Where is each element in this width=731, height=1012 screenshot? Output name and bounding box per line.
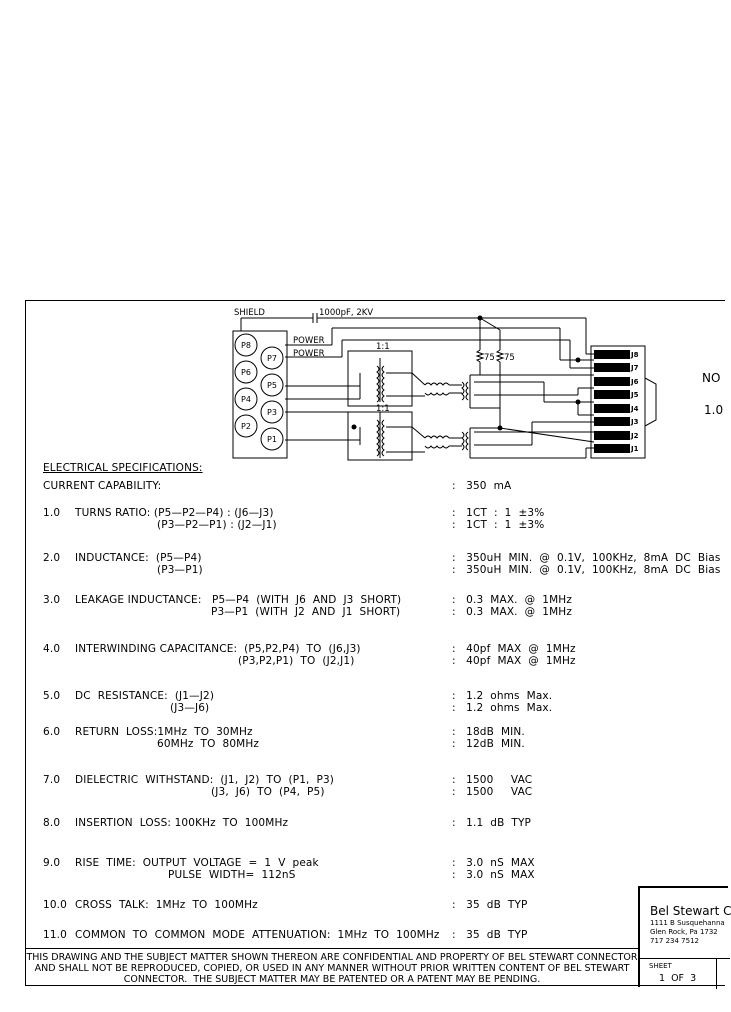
spec-number: 4.0: [43, 643, 61, 655]
current-value: : 350 mA: [452, 480, 512, 492]
spec-label: PULSE WIDTH= 112nS: [168, 869, 296, 881]
spec-value: : 40pf MAX @ 1MHz: [452, 655, 576, 667]
spec-label: RETURN LOSS:1MHz TO 30MHz: [75, 726, 253, 738]
spec-number: 10.0: [43, 899, 67, 911]
confidential-notice: THIS DRAWING AND THE SUBJECT MATTER SHOWN THEREON ARE CONFIDENTIAL AND PROPERTY OF BEL STEWART CONNECTOR AND SHALL NOT BE REPRODUCED, COPIED, OR USED IN ANY MANNER WITHOUT PRIOR WRITTEN CONTENT OF BEL STEWART CONNECTOR. THE SUBJECT MATTER MAY BE PATENTED OR A PATENT MAY BE PENDING.: [26, 952, 638, 985]
spec-label: (P3—P1): [157, 564, 203, 576]
sheet-label: SHEET: [649, 962, 672, 970]
ratio-bottom-label: 1:1: [376, 404, 390, 414]
jack-pin-label: J8: [631, 351, 639, 359]
spec-value: : 40pf MAX @ 1MHz: [452, 643, 576, 655]
spec-number: 3.0: [43, 594, 61, 606]
spec-value: : 12dB MIN.: [452, 738, 525, 750]
title-block: [638, 886, 731, 987]
spec-label: INDUCTANCE: (P5—P4): [75, 552, 202, 564]
title-block-divider: [716, 958, 717, 989]
spec-number: 6.0: [43, 726, 61, 738]
company-name: Bel Stewart C: [650, 904, 731, 918]
spec-label: CROSS TALK: 1MHz TO 100MHz: [75, 899, 258, 911]
confidential-divider: [25, 948, 638, 949]
spec-value: : 18dB MIN.: [452, 726, 525, 738]
spec-label: (P3—P2—P1) : (J2—J1): [157, 519, 277, 531]
spec-value: : 35 dB TYP: [452, 929, 528, 941]
company-address-line: 1111 B Susquehanna: [650, 919, 725, 927]
spec-value: : 1.2 ohms Max.: [452, 690, 553, 702]
pin-label: P1: [267, 435, 277, 444]
resistor-label-2: 75: [504, 353, 515, 363]
spec-value: : 0.3 MAX. @ 1MHz: [452, 606, 572, 618]
ratio-top-label: 1:1: [376, 342, 390, 352]
spec-value: : 3.0 nS MAX: [452, 869, 535, 881]
pin-label: P4: [241, 395, 251, 404]
spec-value: : 350uH MIN. @ 0.1V, 100KHz, 8mA DC Bias: [452, 564, 721, 576]
spec-label: (J3, J6) TO (P4, P5): [211, 786, 325, 798]
spec-value: : 1500 VAC: [452, 786, 533, 798]
pin-label: P5: [267, 381, 277, 390]
spec-label: (J3—J6): [170, 702, 210, 714]
spec-value: : 350uH MIN. @ 0.1V, 100KHz, 8mA DC Bias: [452, 552, 721, 564]
spec-value: : 1.2 ohms Max.: [452, 702, 553, 714]
spec-label: LEAKAGE INDUCTANCE: P5—P4 (WITH J6 AND J3 SHORT): [75, 594, 402, 606]
spec-value: : 1.1 dB TYP: [452, 817, 532, 829]
current-label: CURRENT CAPABILITY:: [43, 480, 162, 492]
spec-label: INSERTION LOSS: 100KHz TO 100MHz: [75, 817, 289, 829]
spec-label: COMMON TO COMMON MODE ATTENUATION: 1MHz TO 100MHz: [75, 929, 440, 941]
spec-number: 11.0: [43, 929, 67, 941]
specs-heading: ELECTRICAL SPECIFICATIONS:: [43, 462, 203, 474]
spec-value: : 35 dB TYP: [452, 899, 528, 911]
pin-label: P2: [241, 422, 251, 431]
spec-number: 5.0: [43, 690, 61, 702]
spec-label: DIELECTRIC WITHSTAND: (J1, J2) TO (P1, P3): [75, 774, 335, 786]
jack-pin-label: J3: [631, 418, 639, 426]
spec-number: 9.0: [43, 857, 61, 869]
capacitor-label: 1000pF, 2KV: [319, 308, 374, 318]
shield-label: SHIELD: [234, 308, 265, 318]
spec-value: : 1CT : 1 ±3%: [452, 519, 545, 531]
spec-label: DC RESISTANCE: (J1—J2): [75, 690, 215, 702]
company-phone: 717 234 7512: [650, 937, 699, 945]
spec-label: 60MHz TO 80MHz: [157, 738, 260, 750]
notes-item-fragment: 1.0: [704, 403, 724, 417]
spec-value: : 1CT : 1 ±3%: [452, 507, 545, 519]
spec-label: INTERWINDING CAPACITANCE: (P5,P2,P4) TO (J6,J3): [75, 643, 361, 655]
jack-pin-label: J6: [631, 378, 639, 386]
pin-label: P8: [241, 341, 251, 350]
spec-value: : 0.3 MAX. @ 1MHz: [452, 594, 572, 606]
spec-label: P3—P1 (WITH J2 AND J1 SHORT): [211, 606, 401, 618]
jack-pin-label: J5: [631, 391, 639, 399]
pin-label: P7: [267, 354, 277, 363]
jack-pin-label: J4: [631, 405, 639, 413]
company-address-line: Glen Rock, Pa 1732: [650, 928, 718, 936]
spec-number: 1.0: [43, 507, 61, 519]
spec-value: : 1500 VAC: [452, 774, 533, 786]
pin-label: P3: [267, 408, 277, 417]
spec-label: (P3,P2,P1) TO (J2,J1): [238, 655, 355, 667]
spec-label: RISE TIME: OUTPUT VOLTAGE = 1 V peak: [75, 857, 319, 869]
resistor-label-1: 75: [484, 353, 495, 363]
notes-heading-fragment: NO: [702, 371, 721, 385]
power-label-2: POWER: [293, 349, 325, 359]
sheet-value: 1 OF 3: [659, 973, 697, 984]
jack-pin-label: J1: [631, 445, 639, 453]
spec-label: TURNS RATIO: (P5—P2—P4) : (J6—J3): [75, 507, 274, 519]
jack-pin-label: J7: [631, 364, 639, 372]
power-label-1: POWER: [293, 336, 325, 346]
spec-number: 8.0: [43, 817, 61, 829]
spec-number: 7.0: [43, 774, 61, 786]
spec-number: 2.0: [43, 552, 61, 564]
spec-value: : 3.0 nS MAX: [452, 857, 535, 869]
jack-pin-label: J2: [631, 432, 639, 440]
pin-label: P6: [241, 368, 251, 377]
